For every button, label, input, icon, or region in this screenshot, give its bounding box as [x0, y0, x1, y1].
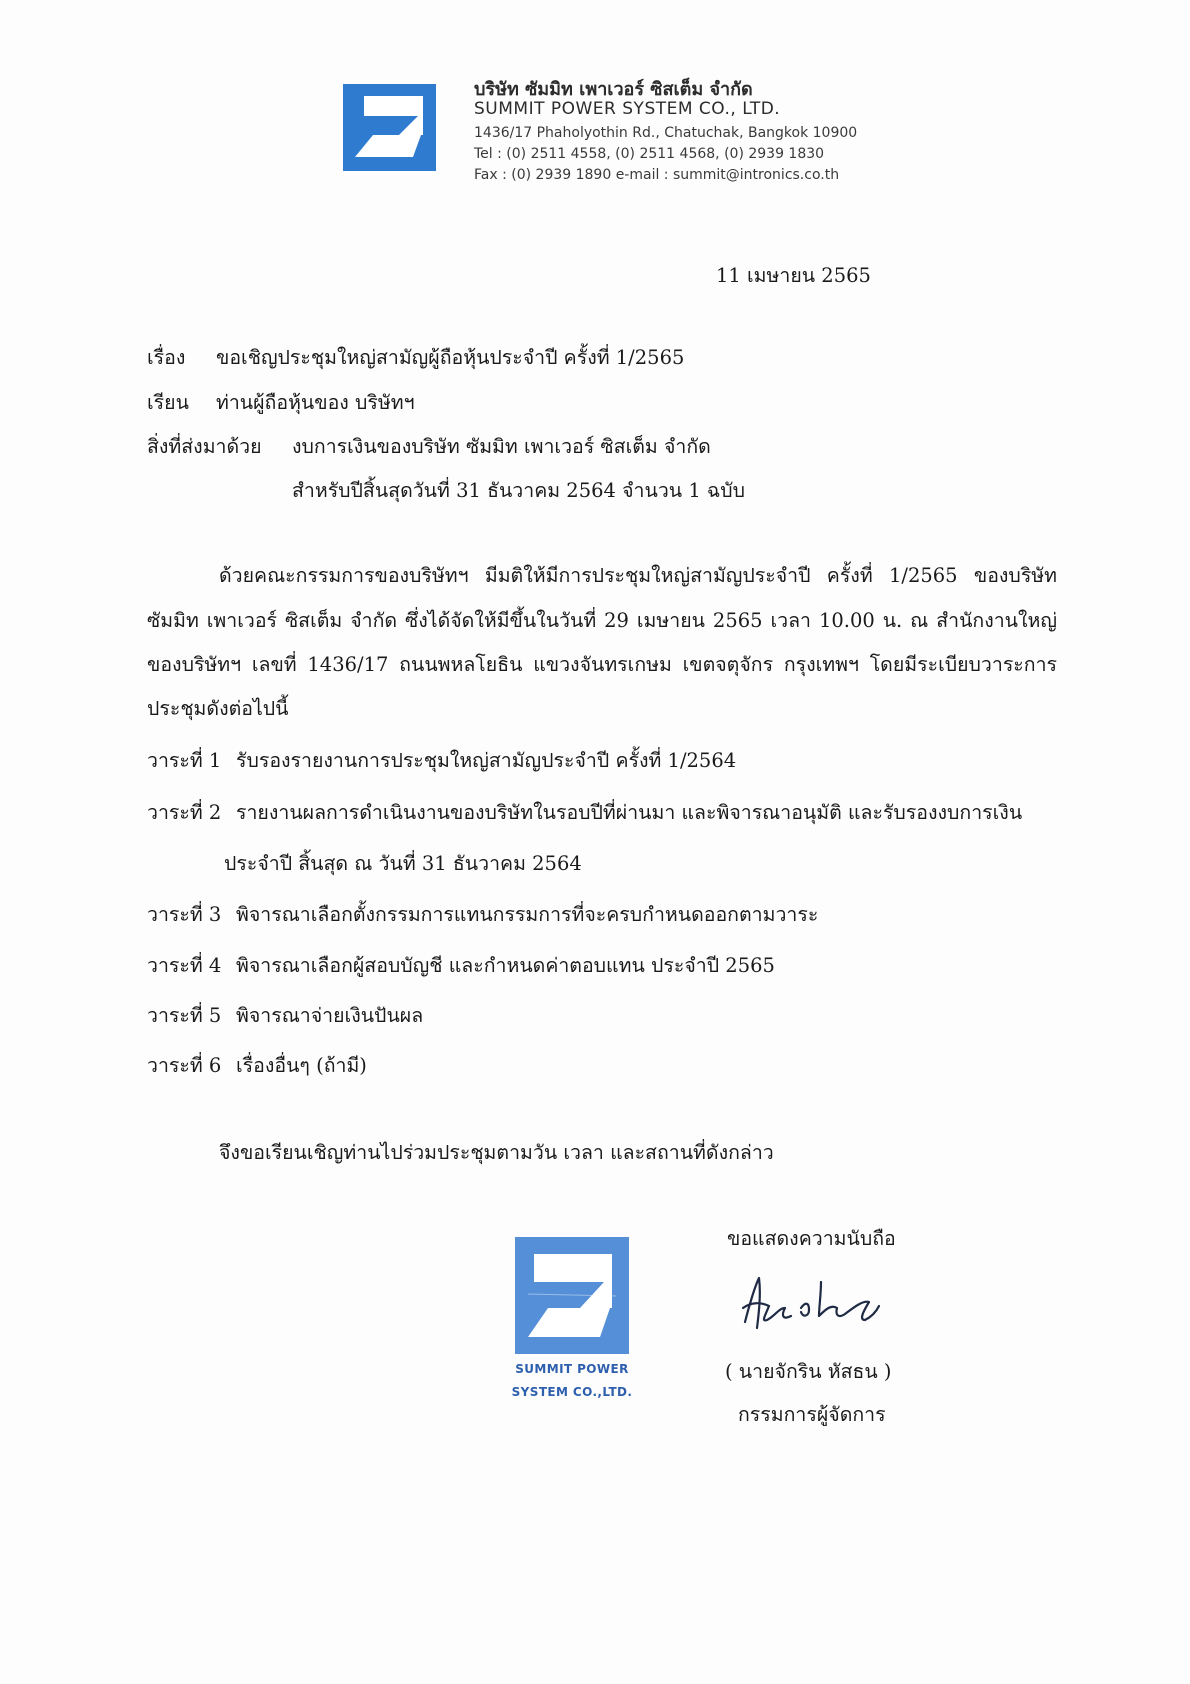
agenda-1-text: รับรองรายงานการประชุมใหญ่สามัญประจำปี ครั้งที่ 1/2564 [236, 749, 737, 772]
body-paragraph-line-1: ด้วยคณะกรรมการของบริษัทฯ มีมติให้มีการประชุมใหญ่สามัญประจำปี ครั้งที่ 1/2565 ของบริษัท [219, 564, 1057, 587]
stamp-text-line-2: SYSTEM CO.,LTD. [511, 1385, 633, 1399]
agenda-1-label: วาระที่ 1 [147, 749, 222, 772]
recipient-label: เรียน [147, 391, 189, 414]
body-paragraph-line-2: ซัมมิท เพาเวอร์ ซิสเต็ม จำกัด ซึ่งได้จัดให้มีขึ้นในวันที่ 29 เมษายน 2565 เวลา 10.00 น. ณ สำนักงานใหญ่ [147, 609, 1057, 632]
recipient-value: ท่านผู้ถือหุ้นของ บริษัทฯ [216, 391, 415, 414]
handwritten-signature [735, 1272, 885, 1334]
stamp-text-line-1: SUMMIT POWER [515, 1362, 629, 1376]
closing-sentence: จึงขอเรียนเชิญท่านไปร่วมประชุมตามวัน เวลา และสถานที่ดังกล่าว [219, 1141, 774, 1164]
letter-date: 11 เมษายน 2565 [716, 264, 871, 287]
enclosure-line-1: งบการเงินของบริษัท ซัมมิท เพาเวอร์ ซิสเต็ม จำกัด [292, 435, 711, 458]
agenda-3-text: พิจารณาเลือกตั้งกรรมการแทนกรรมการที่จะครบกำหนดออกตามวาระ [236, 903, 819, 926]
company-name-english: SUMMIT POWER SYSTEM CO., LTD. [474, 99, 781, 119]
body-paragraph-line-4: ประชุมดังต่อไปนี้ [147, 697, 289, 720]
company-telephone: Tel : (0) 2511 4558, (0) 2511 4568, (0) 2939 1830 [474, 146, 825, 162]
signer-name: ( นายจักริน หัสธน ) [725, 1360, 892, 1383]
agenda-4-text: พิจารณาเลือกผู้สอบบัญชี และกำหนดค่าตอบแทน ประจำปี 2565 [236, 954, 775, 977]
subject-value: ขอเชิญประชุมใหญ่สามัญผู้ถือหุ้นประจำปี ครั้งที่ 1/2565 [216, 346, 685, 369]
agenda-2-text: รายงานผลการดำเนินงานของบริษัทในรอบปีที่ผ่านมา และพิจารณาอนุมัติ และรับรองงบการเงิน [236, 801, 1023, 824]
subject-label: เรื่อง [147, 346, 186, 369]
agenda-6-label: วาระที่ 6 [147, 1054, 222, 1077]
company-name-thai: บริษัท ซัมมิท เพาเวอร์ ซิสเต็ม จำกัด [474, 79, 753, 100]
signer-title: กรรมการผู้จัดการ [738, 1403, 886, 1426]
summit-logo-icon [343, 84, 436, 171]
agenda-4-label: วาระที่ 4 [147, 954, 222, 977]
agenda-3-label: วาระที่ 3 [147, 903, 222, 926]
agenda-5-text: พิจารณาจ่ายเงินปันผล [236, 1004, 424, 1027]
agenda-2-label: วาระที่ 2 [147, 801, 222, 824]
enclosure-line-2: สำหรับปีสิ้นสุดวันที่ 31 ธันวาคม 2564 จำนวน 1 ฉบับ [292, 479, 745, 502]
closing-regards: ขอแสดงความนับถือ [727, 1227, 896, 1250]
agenda-5-label: วาระที่ 5 [147, 1004, 222, 1027]
company-stamp-logo [514, 1236, 630, 1355]
agenda-6-text: เรื่องอื่นๆ (ถ้ามี) [236, 1054, 367, 1077]
company-address: 1436/17 Phaholyothin Rd., Chatuchak, Bangkok 10900 [474, 125, 858, 141]
agenda-2-text-continued: ประจำปี สิ้นสุด ณ วันที่ 31 ธันวาคม 2564 [224, 852, 582, 875]
body-paragraph-line-3: ของบริษัทฯ เลขที่ 1436/17 ถนนพหลโยธิน แขวงจันทรเกษม เขตจตุจักร กรุงเทพฯ โดยมีระเบียบวาระการ [147, 653, 1057, 676]
enclosure-label: สิ่งที่ส่งมาด้วย [147, 435, 262, 458]
company-fax-email: Fax : (0) 2939 1890 e-mail : summit@intronics.co.th [474, 167, 840, 183]
